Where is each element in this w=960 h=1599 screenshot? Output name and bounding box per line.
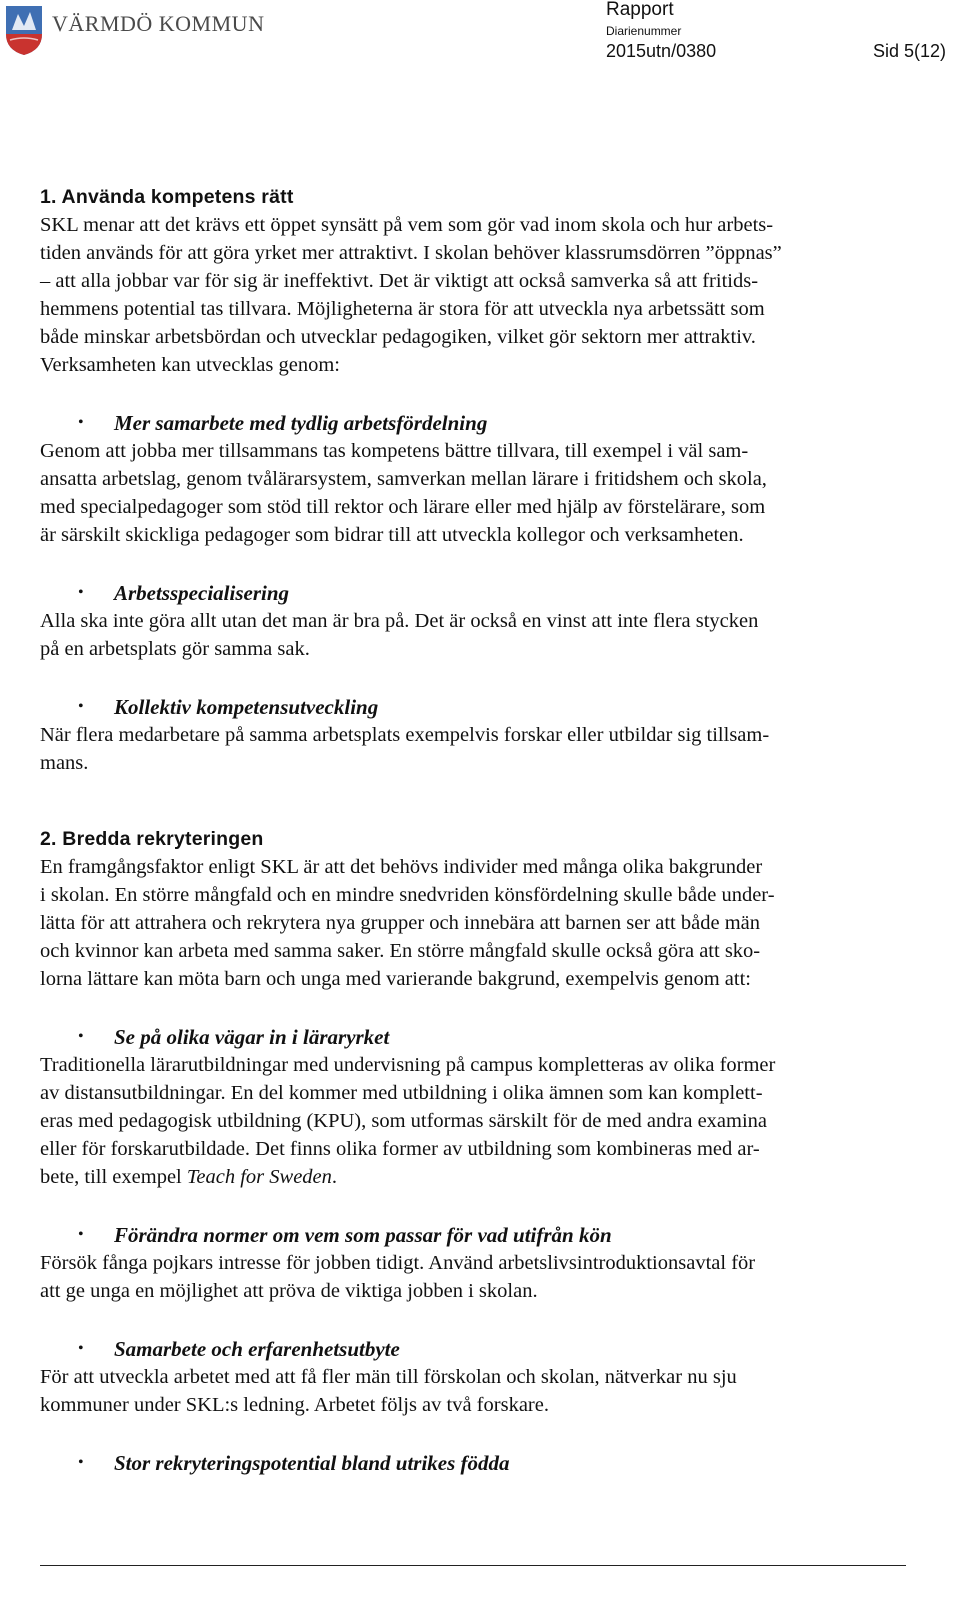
bullet-title: Samarbete och erfarenhetsutbyte [114, 1337, 400, 1361]
registry-row [606, 40, 946, 62]
bullet-title: Förändra normer om vem som passar för vad utifrån kön [114, 1223, 612, 1247]
document-body [40, 183, 901, 1477]
bullet-icon: • [78, 1226, 84, 1243]
bullet-text: Genom att jobba mer tillsammans tas kompetens bättre tillvara, till exempel i väl sam- ansatta arbetslag, genom tvålärarsystem, samverkan mellan lärare i fritidshem och skola, med specialpedagoger som stöd till rektor och lärare eller med hjälp av förstelärare, som är särskilt skickliga pedagoger som bidrar till att utveckla kollegor och verksamheten. [40, 440, 767, 546]
org-logo [4, 4, 264, 56]
bullet-icon: • [78, 1454, 84, 1471]
section-title: 2. Bredda rekryteringen [40, 828, 264, 850]
bullet-icon: • [78, 698, 84, 715]
bullet-icon: • [78, 1340, 84, 1357]
bullet-heading [40, 1335, 901, 1363]
document-type: Rapport [606, 0, 674, 20]
bullet-text: Försök fånga pojkars intresse för jobben tidigt. Använd arbetslivsintroduktionsavtal för att ge unga en möjlighet att pröva de viktiga jobben i skolan. [40, 1252, 756, 1302]
bullet-text: När flera medarbetare på samma arbetsplats exempelvis forskar eller utbildar sig tillsam- mans. [40, 724, 770, 774]
registry-label: Diarienummer [606, 24, 682, 38]
page-header [0, 0, 960, 90]
bullet-heading [40, 1221, 901, 1249]
section-title: 1. Använda kompetens rätt [40, 186, 294, 208]
section-intro: SKL menar att det krävs ett öppet synsätt på vem som gör vad inom skola och hur arbets- tiden används för att göra yrket mer attraktivt. I skolan behöver klassrumsdörren ”öppnas” – att alla jobbar var för sig är ineffektivt. Det är viktigt att också samverka så att fritids- hemmens potential tas tillvara. Möjligheterna är stora för att utveckla nya arbetssätt som både minskar arbetsbördan och utvecklar pedagogiken, vilket gör sektorn mer attraktiv. Verksamheten kan utvecklas genom: [40, 214, 782, 376]
bullet-text: Alla ska inte göra allt utan det man är bra på. Det är också en vinst att inte flera stycken på en arbetsplats gör samma sak. [40, 610, 759, 660]
registry-number: 2015utn/0380 [606, 41, 717, 61]
page-number: Sid 5(12) [872, 41, 946, 61]
bullet-title: Se på olika vägar in i läraryrket [114, 1025, 390, 1049]
bullet-text: För att utveckla arbetet med att få fler män till förskolan och skolan, nätverkar nu sju kommuner under SKL:s ledning. Arbetet följs av två forskare. [40, 1366, 737, 1416]
coat-of-arms-icon [4, 4, 44, 56]
bullet-heading [40, 1023, 901, 1051]
org-name: VÄRMDÖ KOMMUN [52, 11, 265, 36]
bullet-title: Kollektiv kompetensutveckling [114, 695, 379, 719]
italic-title: Teach for Sweden [186, 1166, 332, 1188]
bullet-heading [40, 693, 901, 721]
bullet-title: Arbetsspecialisering [114, 581, 290, 605]
bullet-heading [40, 579, 901, 607]
bullet-icon: • [78, 584, 84, 601]
bullet-title: Mer samarbete med tydlig arbetsfördelning [114, 411, 488, 435]
bullet-heading [40, 1449, 901, 1477]
bullet-title: Stor rekryteringspotential bland utrikes födda [114, 1451, 510, 1475]
bullet-icon: • [78, 1028, 84, 1045]
bullet-heading [40, 409, 901, 437]
footer-divider [40, 1565, 906, 1566]
section-intro: En framgångsfaktor enligt SKL är att det behövs individer med många olika bakgrunder i skolan. En större mångfald och en mindre snedvriden könsfördelning skulle både under- lätta för att attrahera och rekrytera nya grupper och innebära att barnen ser att både män och kvinnor kan arbeta med samma saker. En större mångfald skulle också göra att sko- lorna lättare kan möta barn och unga med varierande bakgrund, exempelvis genom att: [40, 856, 775, 990]
bullet-icon: • [78, 414, 84, 431]
bullet-text: Traditionella lärarutbildningar med undervisning på campus kompletteras av olika former av distansutbildningar. En del kommer med utbildning i olika ämnen som kan komplett- eras med pedagogisk utbildning (KPU), som utformas särskilt för de med andra examina eller för forskarutbildade. Det finns olika former av utbildning som kombineras med ar- bete, till exempel Teach for Sweden. [40, 1054, 776, 1188]
document-meta [606, 0, 946, 62]
